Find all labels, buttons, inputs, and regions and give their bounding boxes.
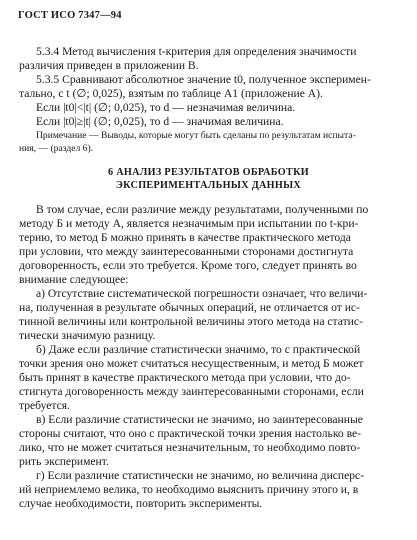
- page-header: ГОСТ ИСО 7347—94: [18, 10, 122, 21]
- text-line: В том случае, если различие между результатами, полученными по: [36, 203, 369, 216]
- text-line: случае необходимости, повторить эксперименты.: [19, 497, 263, 510]
- text-line: тинной величины или контрольной величины этого метода на статис-: [19, 315, 363, 328]
- text-line: точки зрения оно может считаться несущественным, и метод Б может: [19, 357, 364, 370]
- text-line: в) Если различие статистически не значимо, но заинтересованные: [36, 413, 363, 426]
- text-line: тически значимую разницу.: [19, 329, 156, 342]
- text-line: 5.3.4 Метод вычисления t-критерия для определения значимости: [36, 45, 357, 58]
- text-line: различия приведен в приложении В.: [19, 59, 199, 72]
- text-line: на, полученная в результате обычных операций, не отличается от ис-: [19, 301, 360, 314]
- text-line: Если |t0|<|t| (∅; 0,025), то d — незначимая величина.: [36, 101, 296, 114]
- section-heading: ЭКСПЕРИМЕНТАЛЬНЫХ ДАННЫХ: [115, 180, 302, 191]
- note-line: Примечание — Выводы, которые могут быть сделаны по результатам испыта-: [36, 130, 356, 141]
- text-line: быть принят в качестве практического метода при условии, что до-: [19, 371, 351, 384]
- text-line: методу Б и методу А, является незначимым при испытании по t-кри-: [19, 217, 359, 230]
- text-line: б) Даже если различие статистически значимо, то с практической: [36, 343, 361, 356]
- text-line: 5.3.5 Сравнивают абсолютное значение t0, полученное эксперимен-: [36, 73, 371, 86]
- text-line: договоренность, если это требуется. Кроме того, следует принять во: [19, 259, 357, 272]
- text-line: тально, с t (∅; 0,025), взятым по таблице А1 (приложение А).: [19, 87, 323, 100]
- text-line: ий неприемлемо велика, то необходимо выяснить причину этого и, в: [19, 483, 359, 496]
- note-line: ния, — (раздел 6).: [19, 143, 94, 154]
- text-line: требуется.: [19, 399, 70, 412]
- section-heading: 6 АНАЛИЗ РЕЗУЛЬТАТОВ ОБРАБОТКИ: [108, 167, 309, 178]
- text-line: стигнута договоренность между заинтересованными сторонами, если: [19, 385, 364, 398]
- text-line: лико, что не может считаться незначительным, то необходимо повто-: [19, 441, 361, 454]
- text-line: а) Отсутствие систематической погрешности означает, что величи-: [36, 287, 368, 300]
- text-line: при условии, что между заинтересованными сторонами достигнута: [19, 245, 354, 258]
- text-line: г) Если различие статистически не значимо, но величина дисперс-: [36, 469, 365, 482]
- text-line: терию, то метод Б можно принять в качестве практического метода: [19, 231, 351, 244]
- text-line: внимание следующее:: [19, 273, 129, 286]
- text-line: стороны считают, что оно с практической точки зрения настолько ве-: [19, 427, 361, 440]
- text-line: Если |t0|≥|t| (∅; 0,025), то d — значимая величина.: [36, 115, 284, 128]
- text-line: рить эксперимент.: [19, 455, 109, 468]
